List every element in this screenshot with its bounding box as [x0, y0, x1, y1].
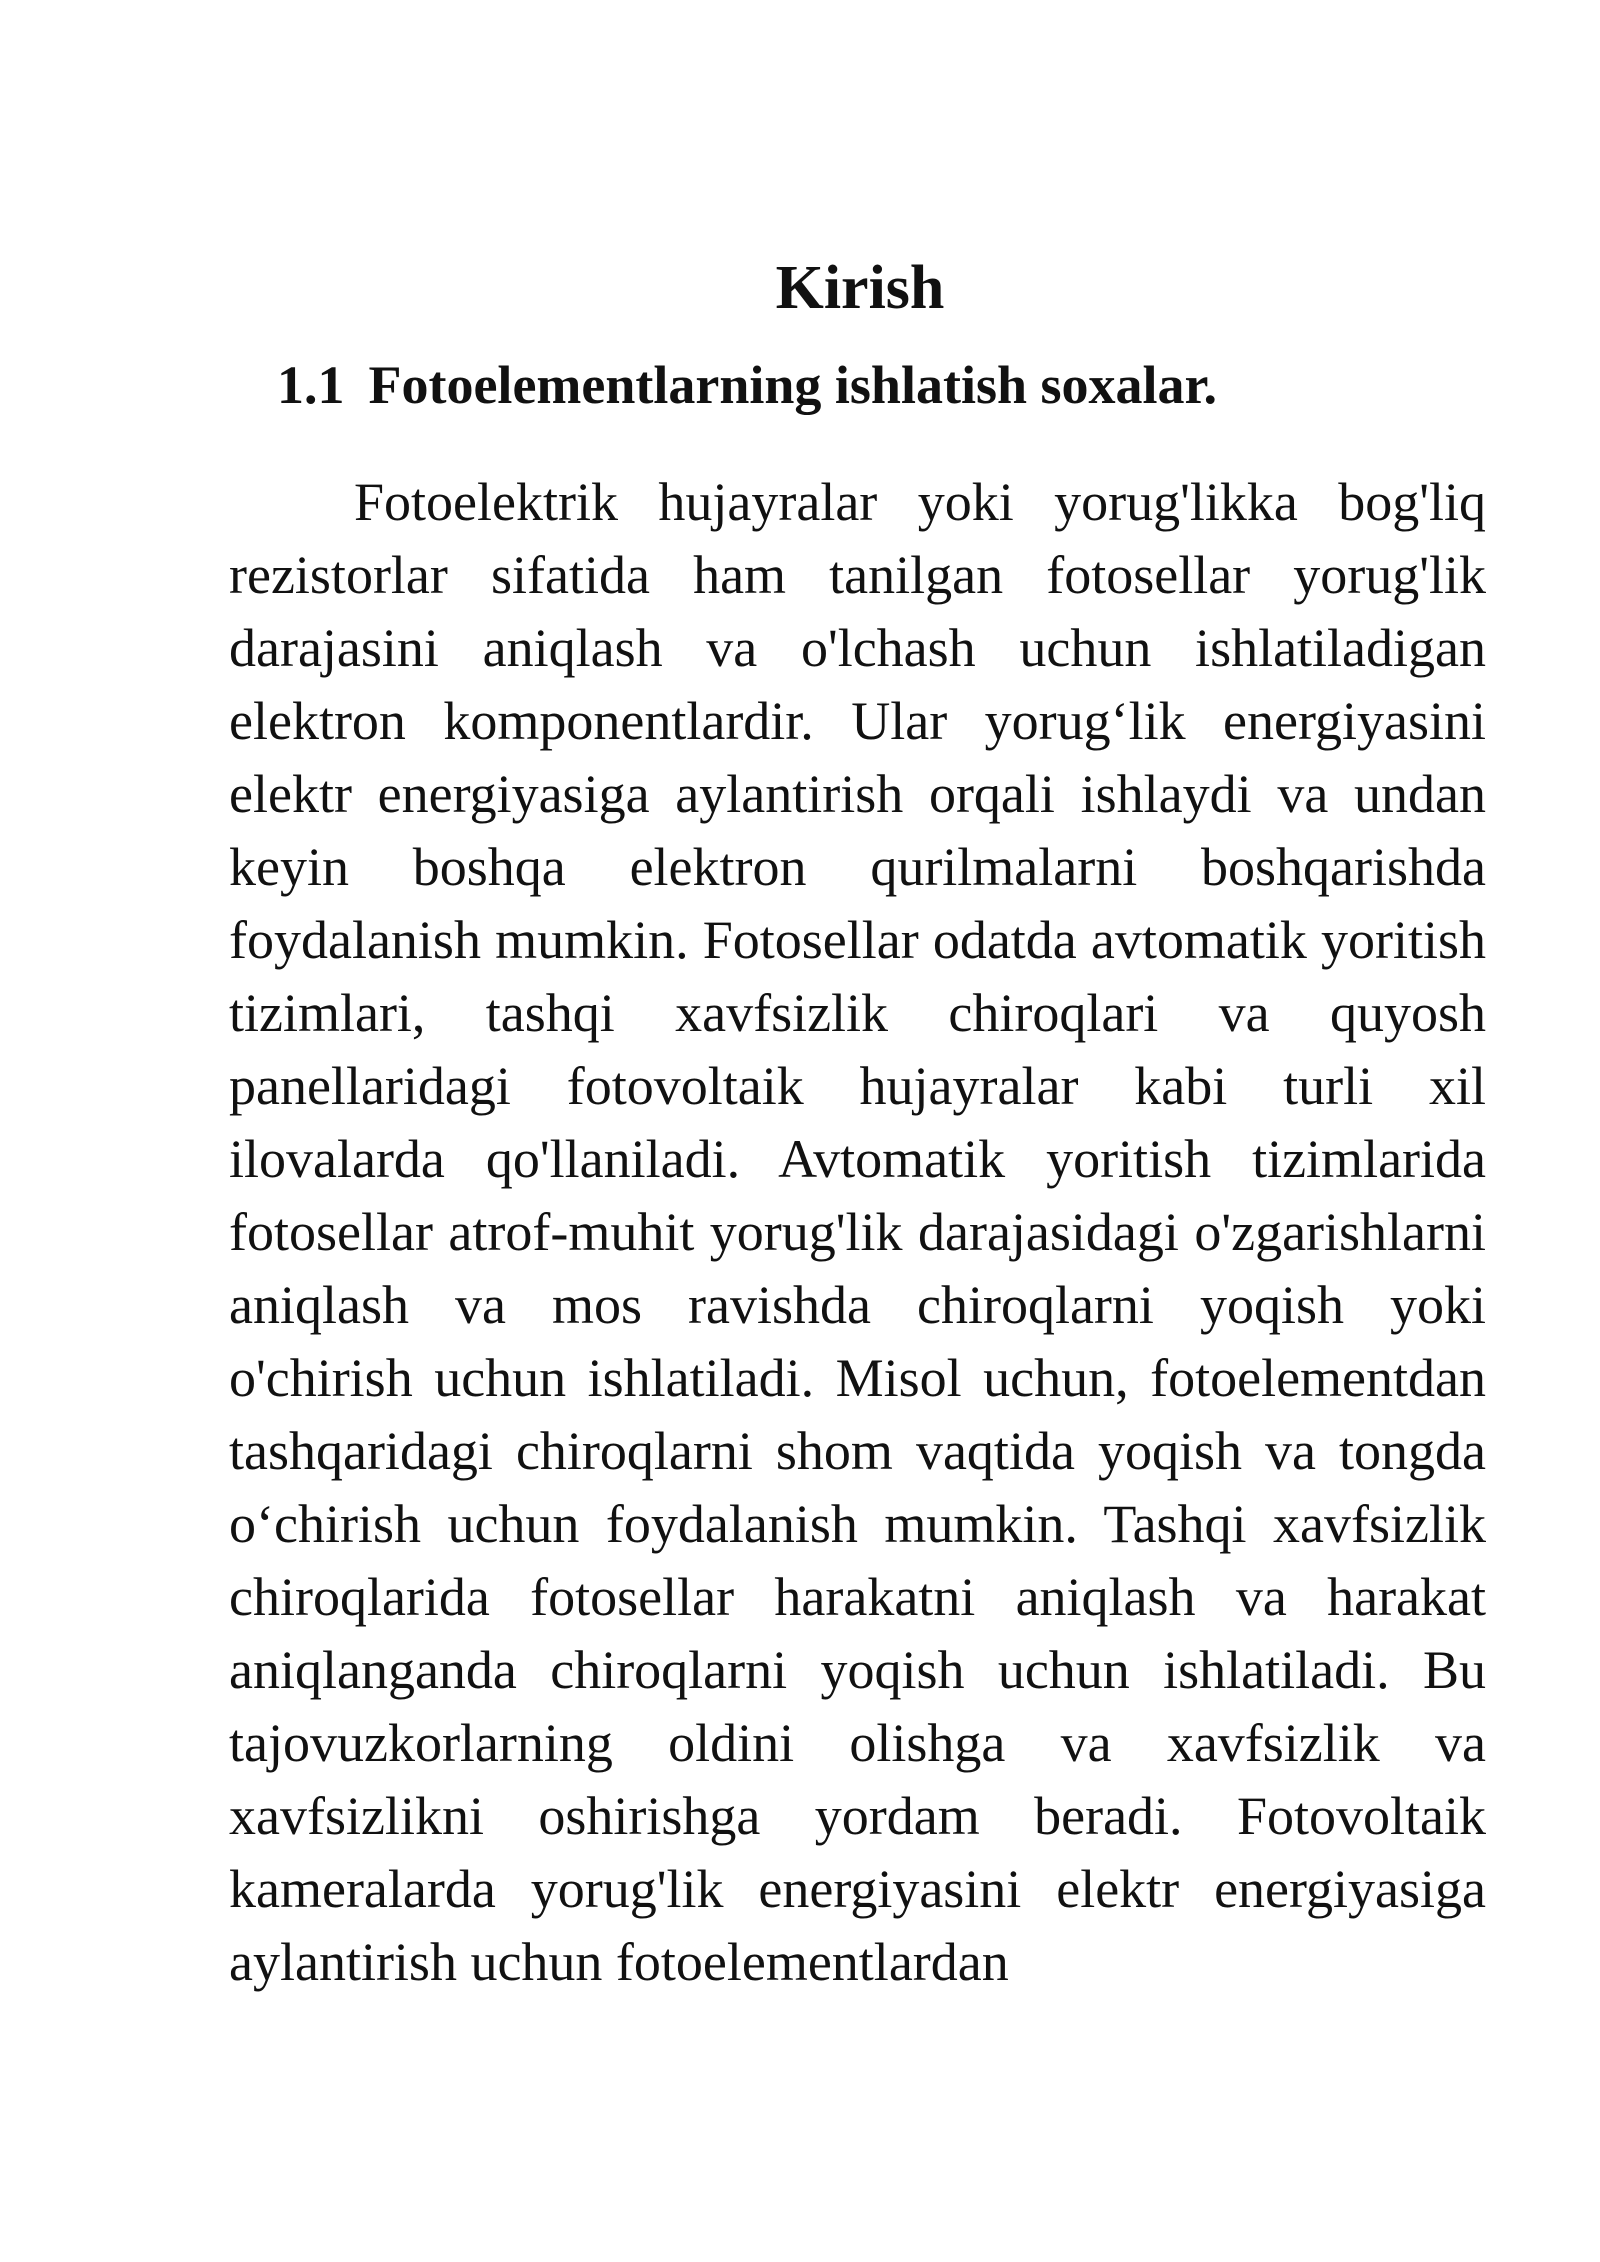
body-paragraph: Fotoelektrik hujayralar yoki yorug'likka bog'liq rezistorlar sifatida ham tanilgan fotosellar yorug'lik darajasini aniqlash va o'lchash uchun ishlatiladigan elektron komponentlardir. Ular yorug‘lik energiyasini elektr energiyasiga aylantirish orqali ishlaydi va undan keyin boshqa elektron qurilmalarni boshqarishda foydalanish mumkin. Fotosellar odatda avtomatik yoritish tizimlari, tashqi xavfsizlik chiroqlari va quyosh panellaridagi fotovoltaik hujayralar kabi turli xil ilovalarda qo'llaniladi. Avtomatik yoritish tizimlarida fotosellar atrof-muhit yorug'lik darajasidagi o'zgarishlarni aniqlash va mos ravishda chiroqlarni yoqish yoki o'chirish uchun ishlatiladi. Misol uchun, fotoelementdan tashqaridagi chiroqlarni shom vaqtida yoqish va tongda o‘chirish uchun foydalanish mumkin. Tashqi xavfsizlik chiroqlarida fotosellar harakatni aniqlash va harakat aniqlanganda chiroqlarni yoqish uchun ishlatiladi. Bu tajovuzkorlarning oldini olishga va xavfsizlik va xavfsizlikni oshirishga yordam beradi. Fotovoltaik kameralarda yorug'lik energiyasini elektr energiyasiga aylantirish uchun fotoelementlardan: [229, 472, 1486, 1992]
section-number: 1.1: [277, 355, 345, 415]
section-heading: [277, 352, 1217, 418]
page-title: Kirish: [775, 254, 945, 322]
section-title: Fotoelementlarning ishlatish soxalar.: [368, 355, 1218, 415]
